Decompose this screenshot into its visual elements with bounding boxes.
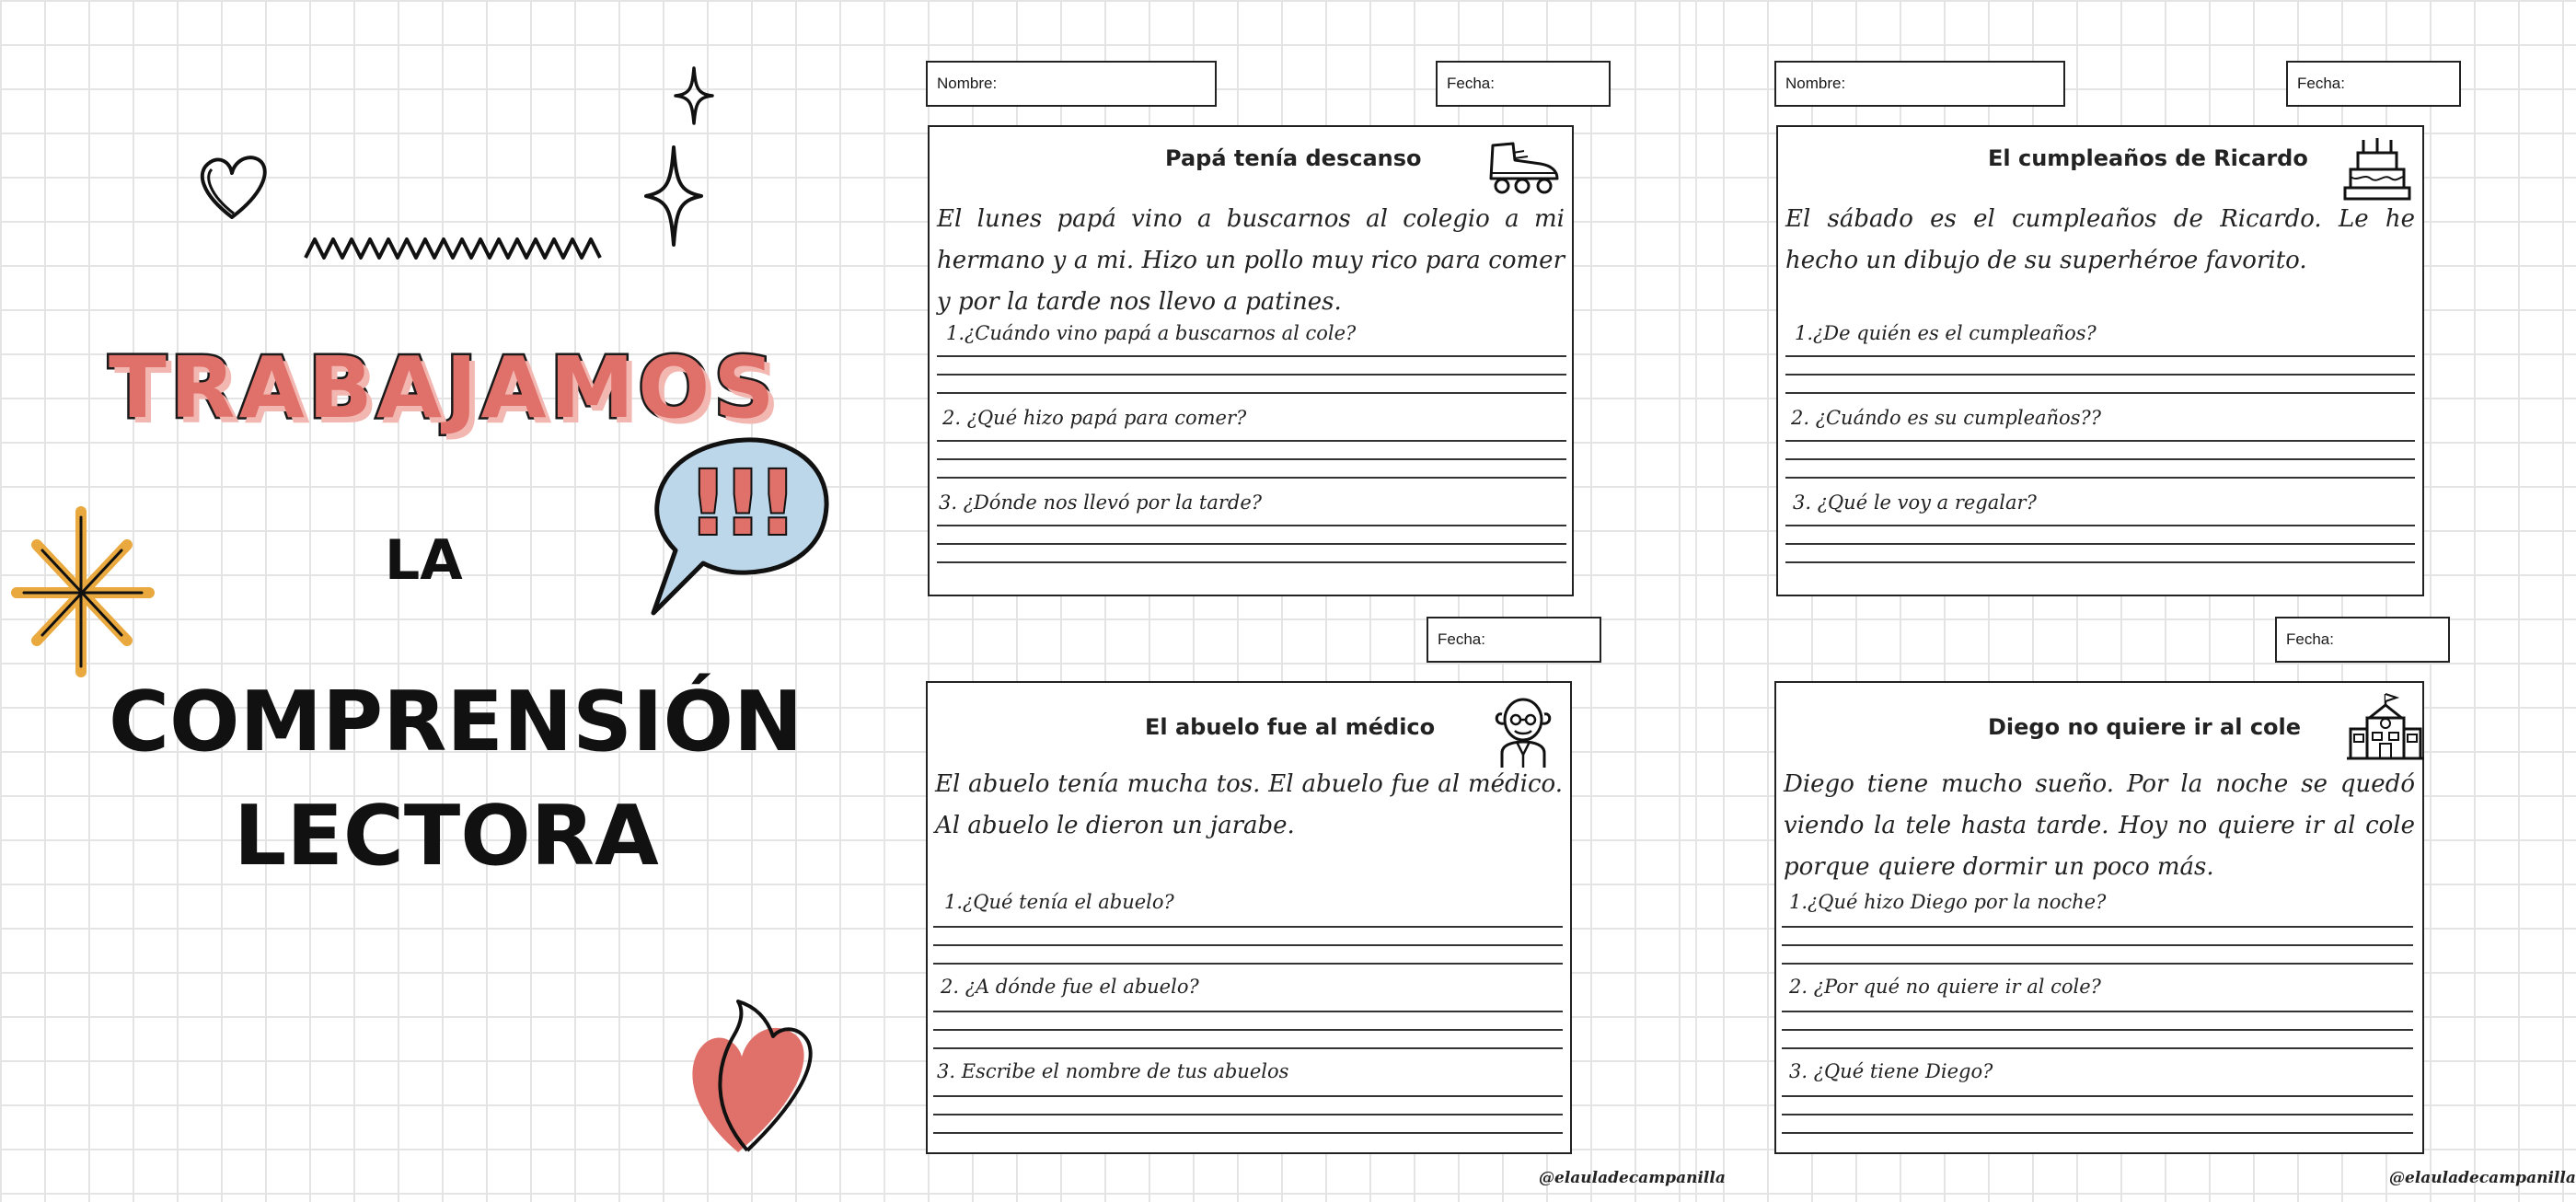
page-divider-middle xyxy=(1695,0,1697,1202)
date-label: Fecha: xyxy=(1447,75,1495,92)
cover-panel xyxy=(0,0,884,1202)
answer-line[interactable] xyxy=(937,543,1566,545)
question-3: 3. ¿Qué le voy a regalar? xyxy=(1793,491,2037,514)
heart-outline-icon xyxy=(191,145,274,228)
author-credit: @elauladecampanilla xyxy=(1539,1169,1726,1187)
answer-line[interactable] xyxy=(1785,543,2415,545)
answer-line[interactable] xyxy=(1785,477,2415,479)
worksheet-page-1 xyxy=(884,0,1726,1202)
answer-line[interactable] xyxy=(937,477,1566,479)
answer-line[interactable] xyxy=(933,1011,1563,1012)
answer-line[interactable] xyxy=(937,440,1566,442)
answer-line[interactable] xyxy=(933,1029,1563,1031)
author-credit: @elauladecampanilla xyxy=(2389,1169,2576,1187)
answer-line[interactable] xyxy=(937,525,1566,526)
answer-line[interactable] xyxy=(1785,458,2415,460)
answer-line[interactable] xyxy=(933,1132,1563,1134)
answer-line[interactable] xyxy=(933,1047,1563,1049)
answer-line[interactable] xyxy=(933,944,1563,946)
reading-text: El lunes papá vino a buscarnos al colegio a mi hermano y a mi. Hizo un pollo muy rico para comer y por la tarde nos llevo a patines. xyxy=(937,205,1565,316)
cover-title-lectora: LECTORA xyxy=(234,788,659,884)
cover-title-comprension: COMPRENSIÓN xyxy=(109,674,803,770)
answer-line[interactable] xyxy=(937,392,1566,394)
date-field-2[interactable] xyxy=(2275,617,2450,663)
question-1: 1.¿Cuándo vino papá a buscarnos al cole? xyxy=(946,322,1357,344)
answer-line[interactable] xyxy=(937,458,1566,460)
answer-line[interactable] xyxy=(1782,1114,2413,1115)
answer-line[interactable] xyxy=(933,1114,1563,1115)
card-title: Diego no quiere ir al cole xyxy=(1988,714,2302,740)
date-label: Fecha: xyxy=(2286,630,2334,648)
birthday-cake-icon xyxy=(2343,134,2411,204)
reading-card-2 xyxy=(1774,681,2424,1154)
answer-line[interactable] xyxy=(937,561,1566,563)
date-field[interactable] xyxy=(2286,61,2461,107)
heart-filled-icon xyxy=(683,998,819,1163)
name-field[interactable] xyxy=(926,61,1217,107)
answer-line[interactable] xyxy=(1785,374,2415,376)
answer-line[interactable] xyxy=(1782,963,2413,965)
date-field-2[interactable] xyxy=(1427,617,1601,663)
reading-text: El sábado es el cumpleaños de Ricardo. Le he hecho un dibujo de su superhéroe favorito. xyxy=(1785,205,2415,274)
question-2: 2. ¿A dónde fue el abuelo? xyxy=(941,976,1199,998)
sparkle-large-icon xyxy=(644,145,703,247)
answer-line[interactable] xyxy=(1782,926,2413,928)
answer-line[interactable] xyxy=(933,926,1563,928)
date-field[interactable] xyxy=(1436,61,1611,107)
starburst-icon xyxy=(9,504,156,679)
question-1: 1.¿Qué tenía el abuelo? xyxy=(944,891,1174,913)
answer-line[interactable] xyxy=(1782,1132,2413,1134)
answer-line[interactable] xyxy=(1785,355,2415,357)
card-title: El abuelo fue al médico xyxy=(1145,714,1436,740)
answer-line[interactable] xyxy=(1785,561,2415,563)
answer-line[interactable] xyxy=(937,355,1566,357)
answer-line[interactable] xyxy=(937,374,1566,376)
answer-line[interactable] xyxy=(1785,440,2415,442)
reading-card-2 xyxy=(926,681,1572,1154)
zigzag-doodle xyxy=(304,232,607,263)
answer-line[interactable] xyxy=(933,963,1563,965)
question-2: 2. ¿Qué hizo papá para comer? xyxy=(942,407,1247,429)
reading-text: El abuelo tenía mucha tos. El abuelo fue al médico. Al abuelo le dieron un jarabe. xyxy=(935,770,1563,839)
answer-line[interactable] xyxy=(1782,1029,2413,1031)
question-1: 1.¿De quién es el cumpleaños? xyxy=(1795,322,2097,344)
card-title: Papá tenía descanso xyxy=(1165,145,1422,171)
question-2: 2. ¿Cuándo es su cumpleaños?? xyxy=(1791,407,2101,429)
reading-card-1 xyxy=(928,125,1574,596)
question-3: 3. Escribe el nombre de tus abuelos xyxy=(937,1060,1289,1082)
exclamation-bubble-icon xyxy=(644,433,837,617)
answer-line[interactable] xyxy=(1782,944,2413,946)
worksheet-page-2 xyxy=(1732,0,2576,1202)
date-label: Fecha: xyxy=(2297,75,2345,92)
answer-line[interactable] xyxy=(1782,1095,2413,1097)
name-label: Nombre: xyxy=(937,75,998,92)
roller-skate-icon xyxy=(1485,136,1561,195)
cover-title-la: LA xyxy=(385,528,463,593)
card-title: El cumpleaños de Ricardo xyxy=(1988,145,2308,171)
answer-line[interactable] xyxy=(933,1095,1563,1097)
bubble-text: !!! xyxy=(687,452,792,555)
answer-line[interactable] xyxy=(1782,1011,2413,1012)
school-building-icon xyxy=(2347,692,2424,762)
answer-line[interactable] xyxy=(1782,1047,2413,1049)
name-field[interactable] xyxy=(1774,61,2065,107)
question-3: 3. ¿Qué tiene Diego? xyxy=(1789,1060,1993,1082)
question-2: 2. ¿Por qué no quiere ir al cole? xyxy=(1789,976,2101,998)
reading-text: Diego tiene mucho sueño. Por la noche se quedó viendo la tele hasta tarde. Hoy no quiere ir al cole porque quiere dormir un poco más. xyxy=(1784,770,2415,881)
question-3: 3. ¿Dónde nos llevó por la tarde? xyxy=(939,491,1263,514)
answer-line[interactable] xyxy=(1785,525,2415,526)
name-label: Nombre: xyxy=(1785,75,1846,92)
reading-card-1 xyxy=(1776,125,2424,596)
question-1: 1.¿Qué hizo Diego por la noche? xyxy=(1789,891,2107,913)
cover-title-trabajamos: TRABAJAMOS xyxy=(109,339,779,437)
sparkle-small-icon xyxy=(674,66,714,125)
grandfather-icon xyxy=(1489,692,1557,769)
answer-line[interactable] xyxy=(1785,392,2415,394)
date-label: Fecha: xyxy=(1438,630,1485,648)
